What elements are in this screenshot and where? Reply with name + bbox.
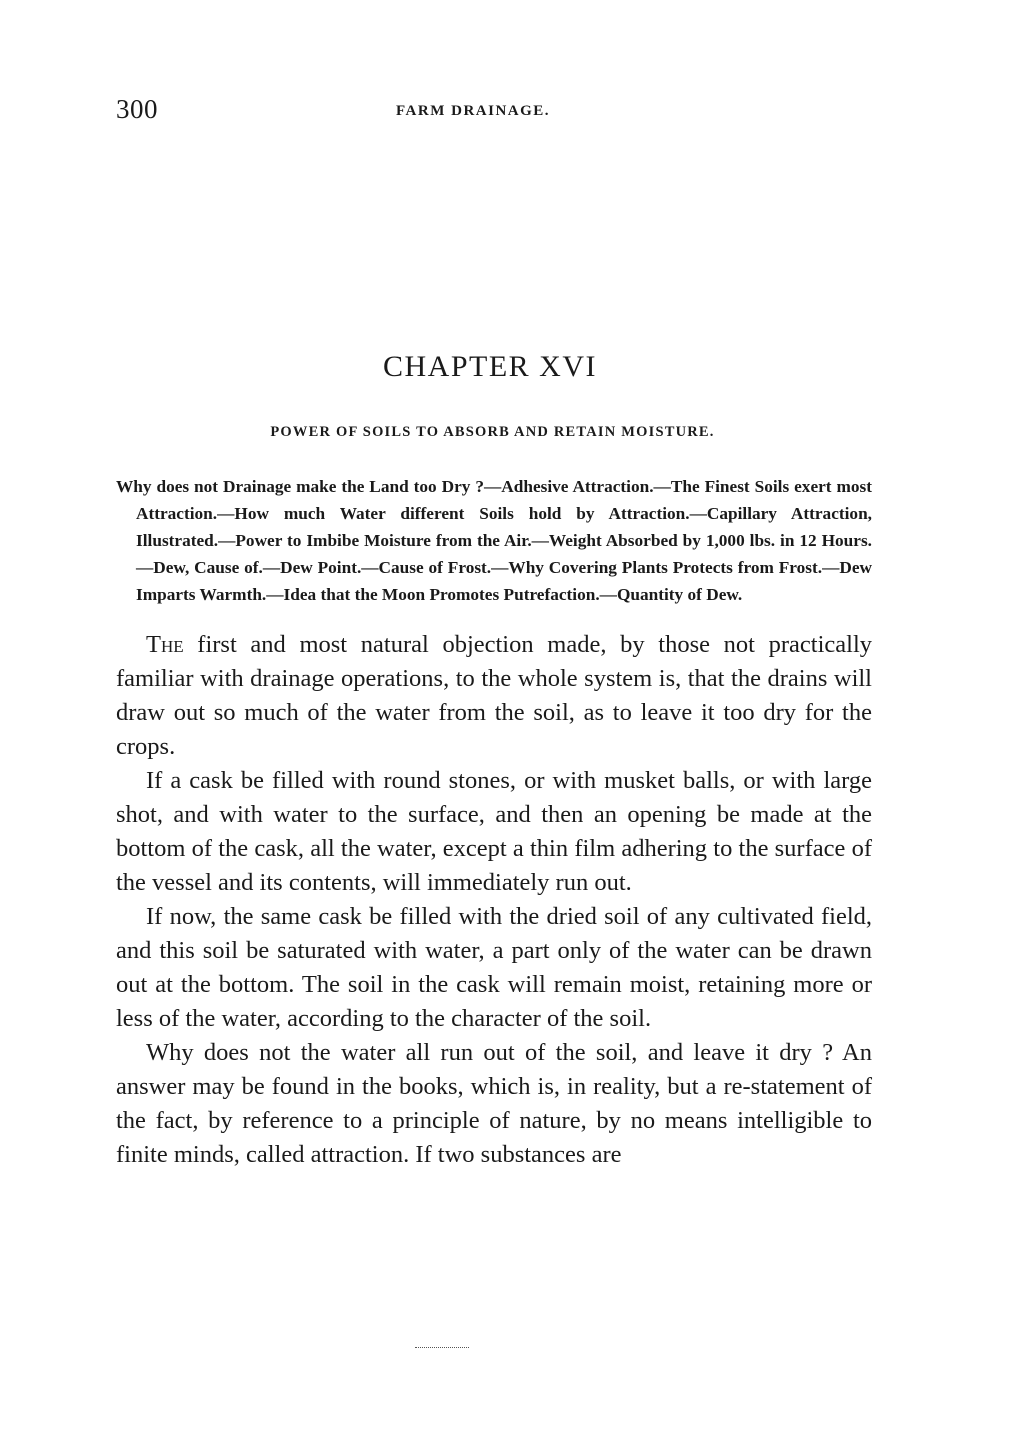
chapter-subtitle: POWER OF SOILS TO ABSORB AND RETAIN MOISTURE. bbox=[270, 424, 715, 440]
paragraph-1 bbox=[116, 628, 872, 764]
paragraph-3: If now, the same cask be filled with the dried soil of any cultivated field, and this soil be saturated with water, a part only of the water can be drawn out at the bottom. The soil in the cask will remain moist, retaining more or less of the water, according to the character of the soil. bbox=[116, 903, 872, 1032]
running-head: FARM DRAINAGE. bbox=[396, 103, 551, 119]
footer-rule bbox=[415, 1347, 469, 1348]
chapter-synopsis: Why does not Drainage make the Land too Dry ?—Adhesive Attraction.—The Finest Soils exert most Attraction.—How much Water different Soils hold by Attraction.—Capillary Attraction, Illustrated.—Power to Imbibe Moisture from the Air.—Weight Absorbed by 1,000 lbs. in 12 Hours.—Dew, Cause of.—Dew Point.—Cause of Frost.—Why Covering Plants Protects from Frost.—Dew Imparts Warmth.—Idea that the Moon Promotes Putrefaction.—Quantity of Dew. bbox=[116, 477, 872, 604]
paragraph-4: Why does not the water all run out of the soil, and leave it dry ? An answer may be found in the books, which is, in reality, but a re-statement of the fact, by reference to a principle of nature, by no means intelligible to finite minds, called attraction. If two substances are bbox=[116, 1039, 872, 1168]
chapter-title: CHAPTER XVI bbox=[382, 350, 597, 383]
page-number: 300 bbox=[116, 94, 158, 124]
body-text bbox=[116, 628, 872, 1172]
paragraph-2: If a cask be filled with round stones, or with musket balls, or with large shot, and with water to the surface, and then an opening be made at the bottom of the cask, all the water, except a thin film adhering to the surface of the vessel and its contents, will immediately run out. bbox=[116, 767, 872, 896]
paragraph-1-text: first and most natural objection made, by those not practically familiar with drainage operations, to the whole system is, that the drains will draw out so much of the water from the soil, as to leave it too dry for the crops. bbox=[116, 631, 872, 760]
page-header bbox=[116, 94, 876, 124]
paragraph-1-lead: The bbox=[146, 631, 184, 658]
